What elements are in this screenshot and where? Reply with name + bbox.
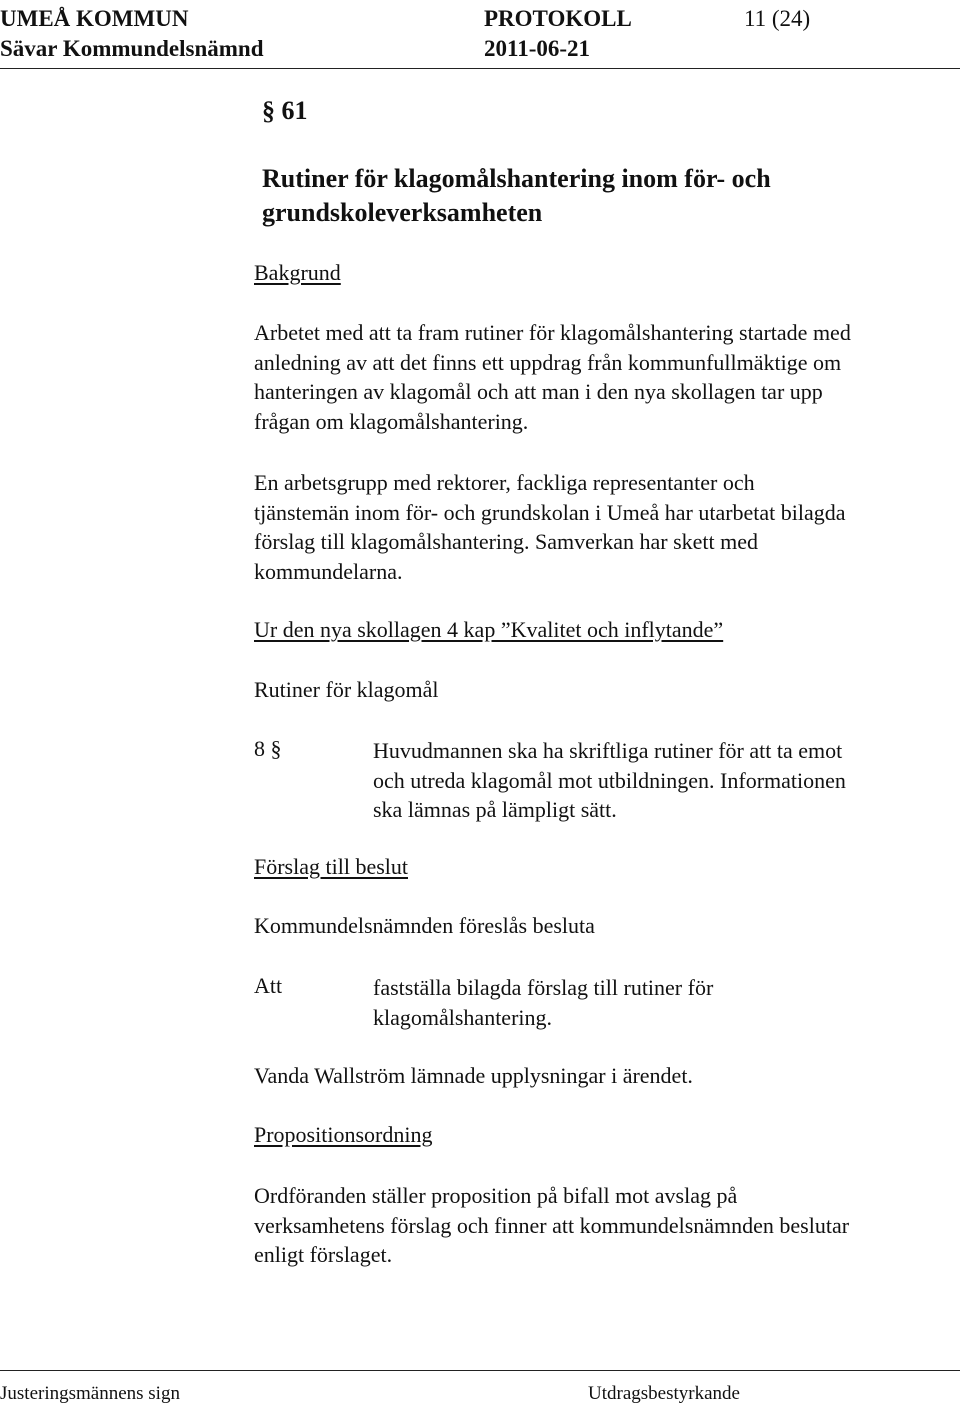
footer-certification-label: Utdragsbestyrkande: [588, 1383, 740, 1404]
proposition-text: [254, 1181, 954, 1270]
text-line: kommundelarna.: [254, 558, 403, 584]
proposal-info: Vanda Wallström lämnade upplysningar i ärendet.: [254, 1063, 693, 1088]
text-line: En arbetsgrupp med rektorer, fackliga representanter och: [254, 470, 755, 495]
law-subheading: Rutiner för klagomål: [254, 677, 439, 702]
header-doc-type: PROTOKOLL: [484, 6, 632, 31]
law-text: [373, 736, 953, 825]
proposal-heading: Förslag till beslut: [254, 854, 408, 879]
text-line: enligt förslaget.: [254, 1242, 393, 1267]
proposition-heading: Propositionsordning: [254, 1122, 433, 1147]
proposal-intro: Kommundelsnämnden föreslås besluta: [254, 913, 595, 938]
text-line: tjänstemän inom för- och grundskolan i Umeå har utarbetat bilagda: [254, 499, 846, 525]
section-title-line: grundskoleverksamheten: [262, 198, 543, 227]
text-line: frågan om klagomålshantering.: [254, 408, 529, 434]
text-line: Huvudmannen ska ha skriftliga rutiner för att ta emot: [373, 738, 843, 763]
law-paragraph-number: 8 §: [254, 736, 282, 761]
text-line: verksamhetens förslag och finner att kommundelsnämnden beslutar: [254, 1212, 850, 1238]
bakgrund-heading: Bakgrund: [254, 260, 341, 285]
footer-divider: [0, 1370, 960, 1371]
att-label: Att: [254, 973, 283, 998]
footer-signature-label: Justeringsmännens sign: [0, 1383, 180, 1404]
bakgrund-paragraph-2: [254, 468, 954, 586]
text-line: fastställa bilagda förslag till rutiner för: [373, 975, 714, 1000]
text-line: ska lämnas på lämpligt sätt.: [373, 797, 617, 822]
text-line: och utreda klagomål mot utbildningen. Informationen: [373, 767, 846, 793]
text-line: klagomålshantering.: [373, 1004, 553, 1030]
header-org: UMEÅ KOMMUN: [0, 6, 189, 31]
section-title-line: Rutiner för klagomålshantering inom för- och: [262, 164, 771, 193]
text-line: Arbetet med att ta fram rutiner för klagomålshantering startade med: [254, 320, 851, 345]
header-committee: Sävar Kommundelsnämnd: [0, 36, 264, 61]
text-line: hanteringen av klagomål och att man i den nya skollagen tar upp: [254, 379, 823, 404]
text-line: Ordföranden ställer proposition på bifall mot avslag på: [254, 1183, 738, 1208]
header-date: 2011-06-21: [484, 36, 591, 61]
section-number: § 61: [262, 96, 308, 125]
law-heading: Ur den nya skollagen 4 kap ”Kvalitet och inflytande”: [254, 617, 724, 642]
header-page-number: 11 (24): [744, 6, 811, 31]
bakgrund-paragraph-1: [254, 318, 954, 436]
section-title: [262, 162, 771, 230]
text-line: förslag till klagomålshantering. Samverkan har skett med: [254, 529, 759, 554]
att-text: [373, 973, 953, 1032]
header-divider: [0, 68, 960, 69]
text-line: anledning av att det finns ett uppdrag från kommunfullmäktige om: [254, 349, 842, 375]
